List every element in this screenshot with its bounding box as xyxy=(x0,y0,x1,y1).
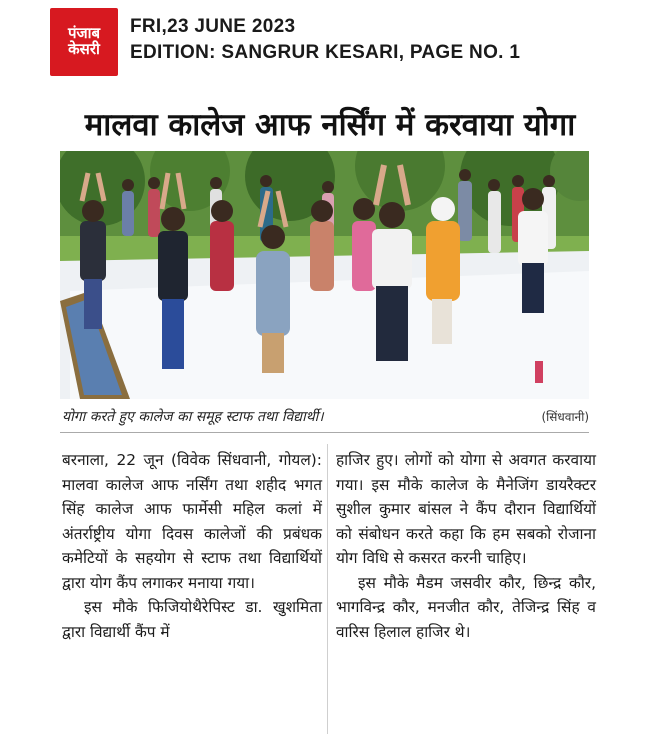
article-column-right xyxy=(336,448,596,644)
publication-date: FRI,23 JUNE 2023 xyxy=(130,16,296,37)
yoga-group-photo xyxy=(60,151,589,399)
caption-divider xyxy=(60,432,589,433)
edition-meta xyxy=(130,14,520,66)
photo-caption: योगा करते हुए कालेज का समूह स्टाफ तथा विद्यार्थी। xyxy=(62,409,324,425)
punjab-kesari-logo xyxy=(50,8,118,76)
article-paragraph: हाजिर हुए। लोगों को योगा से अवगत करवाया गया। इस मौके कालेज के मैनेजिंग डायरैक्टर सुशील कुमार बांसल ने कैंप दौरान विद्यार्थियों को संबोधन करते कहा कि हम सबको रोजाना योग विधि से कसरत करनी चाहिए। xyxy=(336,451,596,567)
article-column-left xyxy=(62,448,322,644)
edition-info: EDITION: SANGRUR KESARI, PAGE NO. 1 xyxy=(130,42,521,63)
logo-line-2: केसरी xyxy=(68,40,100,58)
article-paragraph: इस मौके मैडम जसवीर कौर, छिन्द्र कौर, भागविन्द्र कौर, मनजीत कौर, तेजिन्द्र सिंह व वारिस हिलाल हाजिर थे। xyxy=(336,573,596,641)
masthead xyxy=(0,0,660,90)
logo-line-1: पंजाब xyxy=(67,24,101,43)
column-divider xyxy=(327,444,328,734)
article-paragraph: इस मौके फिजियोथैरेपिस्ट डा. खुशमिता द्वारा विद्यार्थी कैंप में xyxy=(62,598,322,641)
photo-caption-row xyxy=(60,407,589,429)
article-headline: मालवा कालेज आफ नर्सिंग में करवाया योगा xyxy=(84,107,576,143)
article-paragraph: बरनाला, 22 जून (विवेक सिंधवानी, गोयल): मालवा कालेज आफ नर्सिंग तथा शहीद भगत सिंह कालेज आफ फार्मेसी महिल कलां में अंतर्राष्ट्रीय योगा दिवस कालेजों की प्रबंधक कमेटियों के सहयोग से स्टाफ तथा विद्यार्थियों द्वारा योग कैंप लगाकर मनाया गया। xyxy=(62,451,322,592)
photo-credit: (सिंधवानी) xyxy=(541,410,589,424)
